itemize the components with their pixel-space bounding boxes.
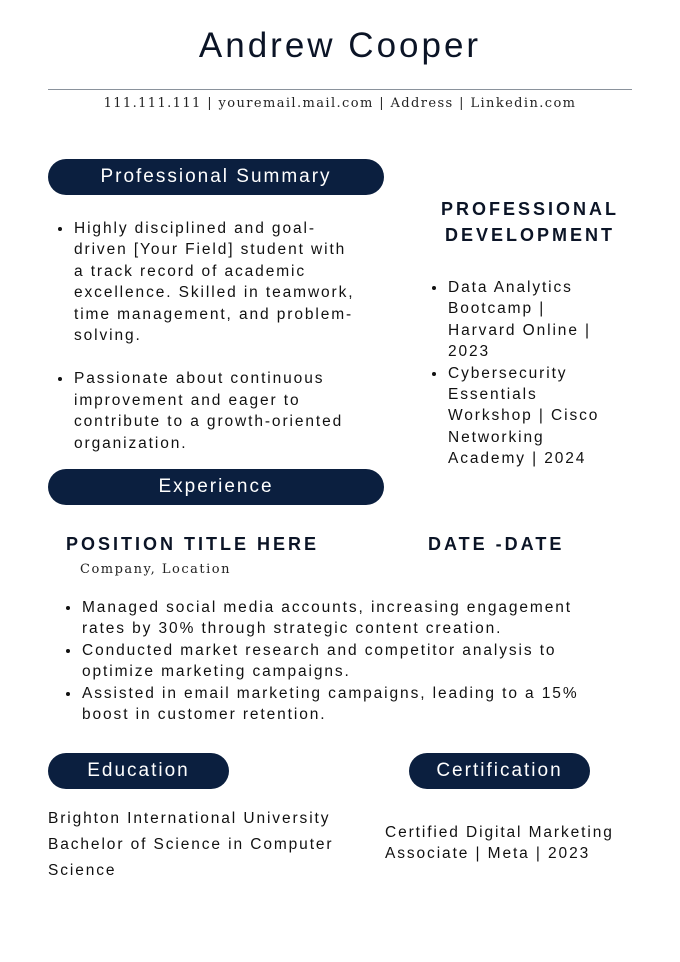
text-line: Passionate about continuous — [74, 370, 325, 388]
text-line: optimize marketing campaigns. — [82, 663, 351, 681]
text-line: excellence. Skilled in teamwork, — [74, 284, 355, 302]
summary-list — [48, 218, 398, 454]
text-line: Harvard Online | — [448, 321, 591, 339]
section-header-certification: Certification — [409, 753, 590, 789]
section-header-experience: Experience — [48, 469, 384, 505]
development-list — [422, 277, 652, 470]
text-line: DEVELOPMENT — [444, 225, 615, 245]
text-line: Science — [48, 862, 117, 879]
text-line: Managed social media accounts, increasing engagement — [82, 599, 572, 616]
company-location: Company, Location — [80, 562, 231, 577]
section-header-education: Education — [48, 753, 229, 789]
text-line: solving. — [74, 327, 142, 345]
experience-list — [56, 597, 656, 725]
text-line: Bachelor of Science in Computer — [48, 836, 334, 853]
text-line: time management, and problem- — [74, 305, 354, 323]
text-line: a track record of academic — [74, 262, 307, 280]
text-line: driven [Your Field] student with — [74, 241, 347, 259]
summary-bullet — [48, 368, 398, 454]
section-header-professional-development — [420, 196, 640, 248]
experience-bullet — [56, 640, 656, 683]
text-line: Certified Digital Marketing — [385, 824, 614, 841]
contact-info: 111.111.111 | youremail.mail.com | Address | Linkedin.com — [103, 96, 577, 111]
experience-bullet — [56, 597, 656, 640]
summary-bullet — [48, 218, 398, 346]
text-line: Data Analytics — [448, 279, 573, 296]
text-line: Assisted in email marketing campaigns, leading to a 15% — [82, 684, 579, 702]
text-line: Workshop | Cisco — [448, 407, 600, 425]
section-header-professional-summary: Professional Summary — [48, 159, 384, 195]
candidate-name: Andrew Cooper — [198, 26, 482, 65]
text-line: improvement and eager to — [74, 391, 301, 409]
text-line: Essentials — [448, 386, 538, 404]
position-dates: DATE -DATE — [428, 534, 565, 554]
text-line: rates by 30% through strategic content creation. — [82, 620, 503, 638]
text-line: Academy | 2024 — [448, 450, 587, 468]
education-details — [48, 806, 334, 884]
experience-bullet — [56, 683, 656, 726]
text-line: organization. — [74, 434, 188, 452]
text-line: Cybersecurity — [448, 364, 568, 382]
text-line: Associate | Meta | 2023 — [385, 845, 591, 863]
text-line: PROFESSIONAL — [440, 199, 619, 219]
text-line: contribute to a growth-oriented — [74, 413, 344, 431]
certification-details — [385, 822, 614, 865]
text-line: 2023 — [448, 343, 491, 361]
position-title: POSITION TITLE HERE — [66, 534, 320, 554]
development-item — [422, 277, 652, 363]
text-line: Highly disciplined and goal- — [74, 220, 316, 237]
text-line: Conducted market research and competitor analysis to — [82, 641, 557, 659]
development-item — [422, 363, 652, 470]
text-line: Bootcamp | — [448, 300, 546, 318]
text-line: Brighton International University — [48, 810, 331, 827]
text-line: boost in customer retention. — [82, 706, 327, 724]
text-line: Networking — [448, 428, 545, 446]
header-divider — [48, 89, 632, 90]
